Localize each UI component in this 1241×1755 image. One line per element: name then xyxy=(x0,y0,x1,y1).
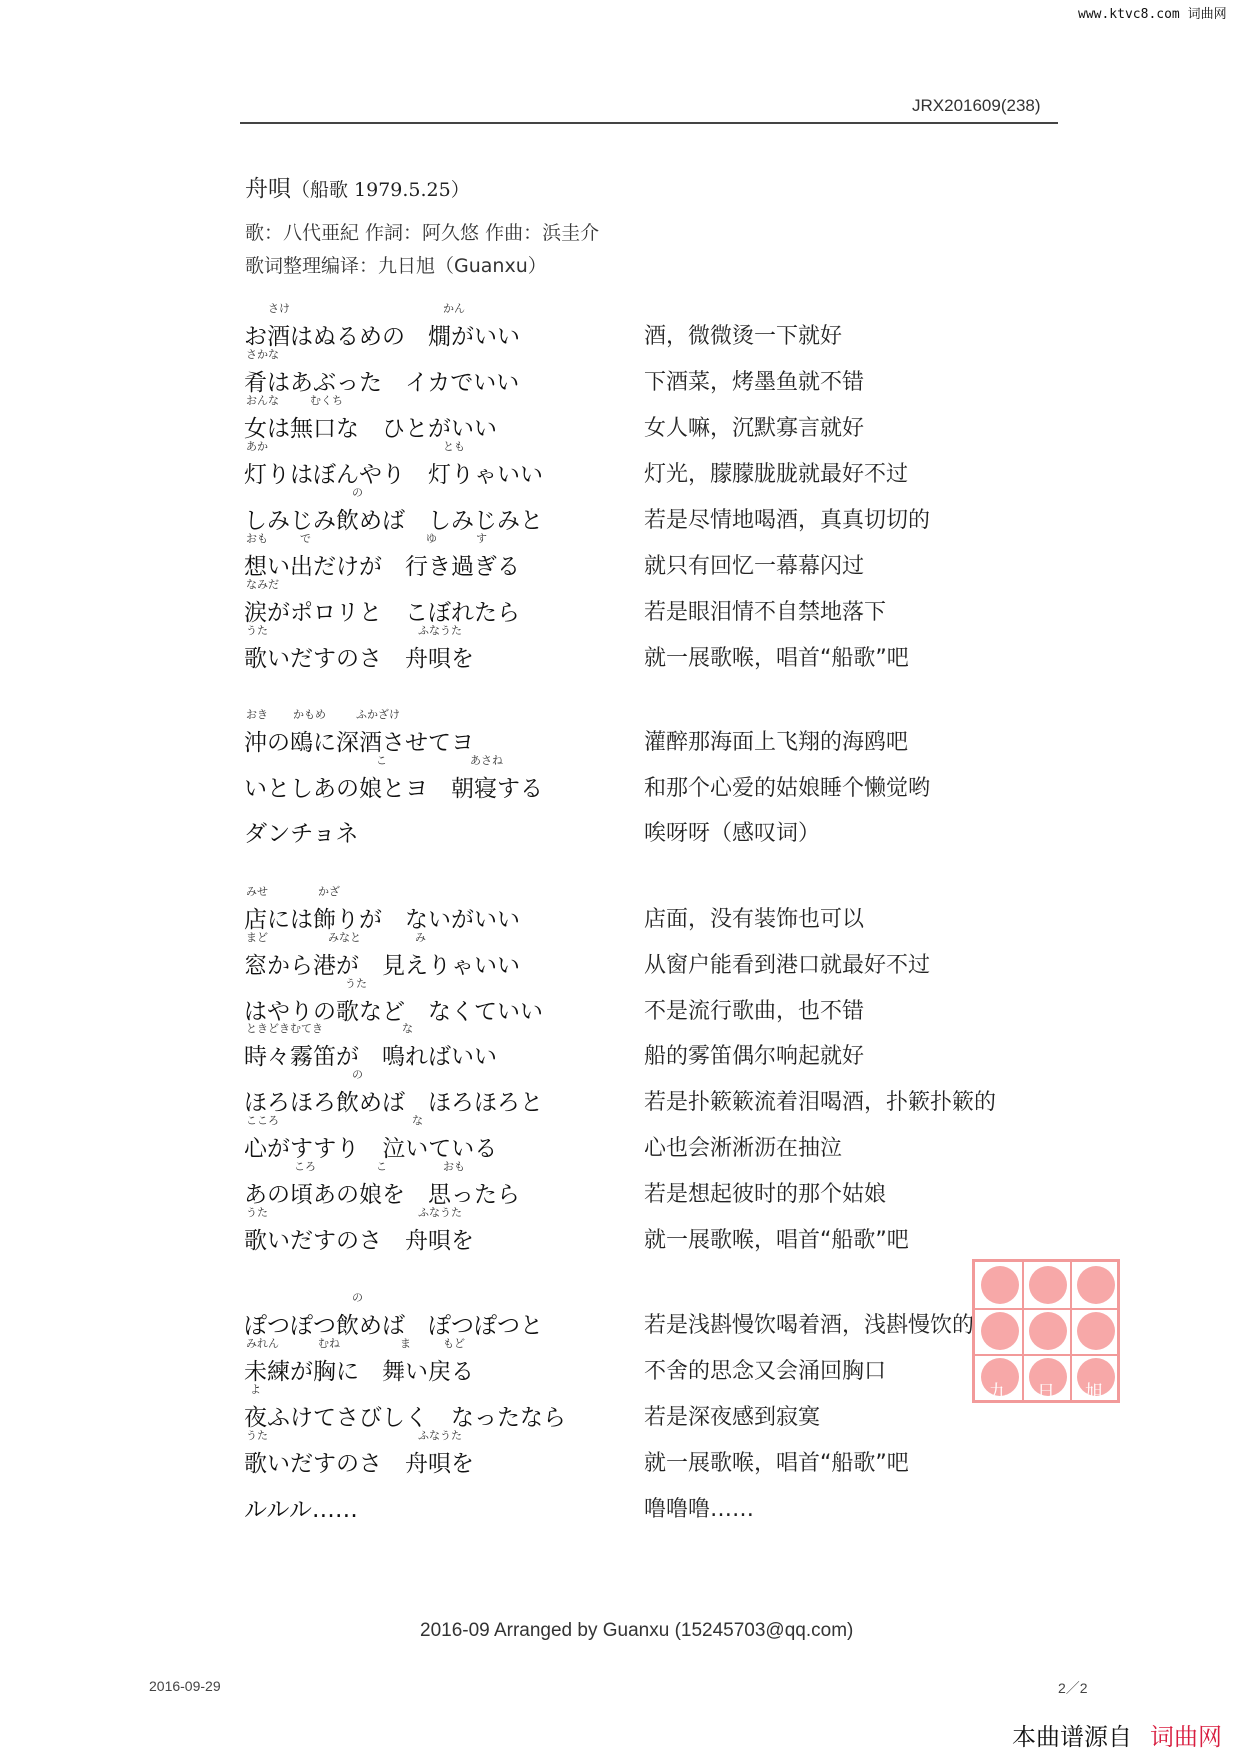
lyric-furigana: まど xyxy=(246,931,268,944)
stamp-dot xyxy=(981,1312,1019,1350)
lyric-chinese: 噜噜噜…… xyxy=(644,1497,755,1522)
lyric-furigana: の xyxy=(352,486,363,499)
stamp-cell xyxy=(1071,1308,1119,1354)
lyric-furigana: こ xyxy=(376,1160,387,1173)
lyric-furigana: うた xyxy=(345,977,367,990)
lyric-furigana: ゆ xyxy=(426,532,437,545)
lyric-furigana: おも xyxy=(443,1160,465,1173)
stamp-character: 日 xyxy=(1037,1382,1055,1403)
page-number: 2／2 xyxy=(1058,1680,1088,1696)
lyric-furigana: おも xyxy=(246,532,268,545)
lyric-furigana: かざ xyxy=(318,885,340,898)
header-rule xyxy=(240,122,1058,124)
lyric-furigana: むくち xyxy=(310,394,343,407)
lyric-furigana: ふなうた xyxy=(418,624,462,637)
lyric-chinese: 若是眼泪情不自禁地落下 xyxy=(644,600,887,625)
stamp-cell xyxy=(1023,1262,1071,1308)
lyrics-editor: 歌词整理编译：九日旭（Guanxu） xyxy=(245,255,547,277)
lyric-furigana: み xyxy=(415,931,426,944)
stamp-dot xyxy=(1077,1266,1115,1304)
lyric-furigana: よ xyxy=(250,1383,261,1396)
lyric-japanese: ダンチョネ xyxy=(244,821,359,847)
source-notice: 本曲谱源自 xyxy=(1012,1723,1132,1751)
lyric-chinese: 船的雾笛偶尔响起就好 xyxy=(644,1044,865,1069)
lyric-chinese: 灌醉那海面上飞翔的海鸥吧 xyxy=(644,730,909,755)
lyric-furigana: うた xyxy=(246,624,268,637)
stamp-dot xyxy=(1029,1266,1067,1304)
lyric-furigana: で xyxy=(300,532,311,545)
lyric-japanese: 心がすすり 泣いている xyxy=(244,1136,498,1162)
stamp-character: 旭 xyxy=(1085,1382,1103,1403)
lyric-furigana: ま xyxy=(400,1337,411,1350)
stamp-cell xyxy=(975,1308,1023,1354)
lyric-furigana: ふなうた xyxy=(418,1206,462,1219)
lyric-furigana: かん xyxy=(443,302,465,315)
lyric-chinese: 若是深夜感到寂寞 xyxy=(644,1405,821,1430)
lyric-japanese: 歌いだすのさ 舟唄を xyxy=(244,1228,474,1254)
lyric-japanese: 灯りはぼんやり 灯りゃいい xyxy=(244,462,543,488)
lyric-furigana: うた xyxy=(246,1429,268,1442)
lyric-chinese: 就一展歌喉，唱首“船歌”吧 xyxy=(644,1451,909,1476)
lyric-furigana: みれん xyxy=(246,1337,279,1350)
lyric-chinese: 若是扑簌簌流着泪喝酒，扑簌扑簌的 xyxy=(644,1090,997,1115)
lyric-furigana: な xyxy=(402,1022,413,1035)
lyric-furigana: みなと xyxy=(328,931,361,944)
lyric-furigana: もど xyxy=(443,1337,465,1350)
lyric-chinese: 就只有回忆一幕幕闪过 xyxy=(644,554,865,579)
lyric-japanese: 涙がポロリと こぼれたら xyxy=(244,600,520,626)
lyric-furigana: ときどきむてき xyxy=(246,1022,323,1035)
lyric-japanese: 時々霧笛が 鳴ればいい xyxy=(244,1044,497,1070)
lyric-furigana: とも xyxy=(443,440,465,453)
lyric-japanese: 女は無口な ひとがいい xyxy=(244,416,497,442)
lyric-japanese: はやりの歌など なくていい xyxy=(244,999,543,1025)
lyric-japanese: いとしあの娘とヨ 朝寝する xyxy=(244,776,543,802)
lyric-japanese: 窓から港が 見えりゃいい xyxy=(244,953,520,979)
lyric-furigana: おんな xyxy=(246,394,279,407)
lyric-japanese: 歌いだすのさ 舟唄を xyxy=(244,1451,474,1477)
lyric-chinese: 女人嘛，沉默寡言就好 xyxy=(644,416,865,441)
lyric-chinese: 从窗户能看到港口就最好不过 xyxy=(644,953,931,978)
lyric-furigana: ころ xyxy=(294,1160,316,1173)
lyric-chinese: 若是尽情地喝酒，真真切切的 xyxy=(644,508,931,533)
stamp-dot xyxy=(1029,1312,1067,1350)
print-date: 2016-09-29 xyxy=(149,1678,221,1694)
lyric-chinese: 不是流行歌曲，也不错 xyxy=(644,999,865,1024)
lyric-furigana: むね xyxy=(318,1337,340,1350)
lyric-chinese: 就一展歌喉，唱首“船歌”吧 xyxy=(644,646,909,671)
lyric-furigana: こころ xyxy=(246,1114,279,1127)
lyric-chinese: 唉呀呀（感叹词） xyxy=(644,821,821,846)
lyric-japanese: お酒はぬるめの 燗がいい xyxy=(244,324,520,350)
song-title-subtitle: （船歌 1979.5.25） xyxy=(291,179,470,201)
song-title xyxy=(245,170,470,203)
source-brand-link[interactable]: 词曲网 xyxy=(1150,1723,1222,1751)
lyric-furigana: ふなうた xyxy=(418,1429,462,1442)
stamp-cell xyxy=(1071,1262,1119,1308)
lyric-chinese: 灯光，朦朦胧胧就最好不过 xyxy=(644,462,909,487)
lyric-furigana: す xyxy=(476,532,487,545)
arranged-by-footer: 2016-09 Arranged by Guanxu (15245703@qq.com) xyxy=(420,1620,854,1641)
lyric-japanese: しみじみ飲めば しみじみと xyxy=(244,508,543,534)
lyric-japanese: ほろほろ飲めば ほろほろと xyxy=(244,1090,543,1116)
lyric-chinese: 酒，微微烫一下就好 xyxy=(644,324,843,349)
lyric-chinese: 不舍的思念又会涌回胸口 xyxy=(644,1359,887,1384)
site-watermark: www.ktvc8.com 词曲网 xyxy=(1078,7,1227,22)
lyric-japanese: 夜ふけてさびしく なったなら xyxy=(244,1405,566,1431)
lyric-furigana: の xyxy=(352,1068,363,1081)
stamp-cell xyxy=(975,1262,1023,1308)
lyric-chinese: 下酒菜，烤墨鱼就不错 xyxy=(644,370,865,395)
lyric-furigana: さかな xyxy=(246,348,279,361)
lyric-furigana: かもめ xyxy=(293,708,326,721)
lyric-furigana: あさね xyxy=(470,754,503,767)
lyric-japanese: ぽつぽつ飲めば ぽつぽつと xyxy=(244,1313,543,1339)
lyric-furigana: な xyxy=(412,1114,423,1127)
lyric-japanese: 未練が胸に 舞い戻る xyxy=(244,1359,474,1385)
lyric-furigana: なみだ xyxy=(246,578,279,591)
lyric-japanese: 店には飾りが ないがいい xyxy=(244,907,520,933)
lyric-japanese: あの頃あの娘を 思ったら xyxy=(244,1182,520,1208)
lyric-chinese: 和那个心爱的姑娘睡个懒觉哟 xyxy=(644,776,931,801)
lyric-furigana: おき xyxy=(246,708,268,721)
song-title-main: 舟唄 xyxy=(245,176,291,202)
lyric-chinese: 若是浅斟慢饮喝着酒，浅斟慢饮的 xyxy=(644,1313,975,1338)
lyric-furigana: さけ xyxy=(268,302,290,315)
lyric-japanese: 歌いだすのさ 舟唄を xyxy=(244,646,474,672)
lyric-japanese: 沖の鴎に深酒させてヨ xyxy=(244,730,474,756)
stamp-dot xyxy=(1077,1312,1115,1350)
stamp-cell xyxy=(1023,1308,1071,1354)
lyric-chinese: 就一展歌喉，唱首“船歌”吧 xyxy=(644,1228,909,1253)
lyric-chinese: 若是想起彼时的那个姑娘 xyxy=(644,1182,887,1207)
document-code: JRX201609(238) xyxy=(912,96,1041,115)
lyric-furigana: ふかざけ xyxy=(356,708,400,721)
stamp-character: 九 xyxy=(989,1382,1007,1403)
lyric-furigana: こ xyxy=(376,754,387,767)
lyric-japanese: 想い出だけが 行き過ぎる xyxy=(244,554,520,580)
song-credits: 歌：八代亜紀 作詞：阿久悠 作曲：浜圭介 xyxy=(245,222,600,244)
lyric-furigana: あか xyxy=(246,440,268,453)
author-seal-stamp xyxy=(972,1259,1120,1403)
lyric-chinese: 店面，没有装饰也可以 xyxy=(644,907,865,932)
stamp-dot xyxy=(981,1266,1019,1304)
lyric-furigana: みせ xyxy=(246,885,268,898)
lyric-japanese: ルルル…… xyxy=(244,1497,358,1523)
lyric-furigana: の xyxy=(352,1291,363,1304)
lyric-chinese: 心也会淅淅沥在抽泣 xyxy=(644,1136,843,1161)
lyric-furigana: うた xyxy=(246,1206,268,1219)
lyric-japanese: 肴はあぶった イカでいい xyxy=(244,370,520,396)
